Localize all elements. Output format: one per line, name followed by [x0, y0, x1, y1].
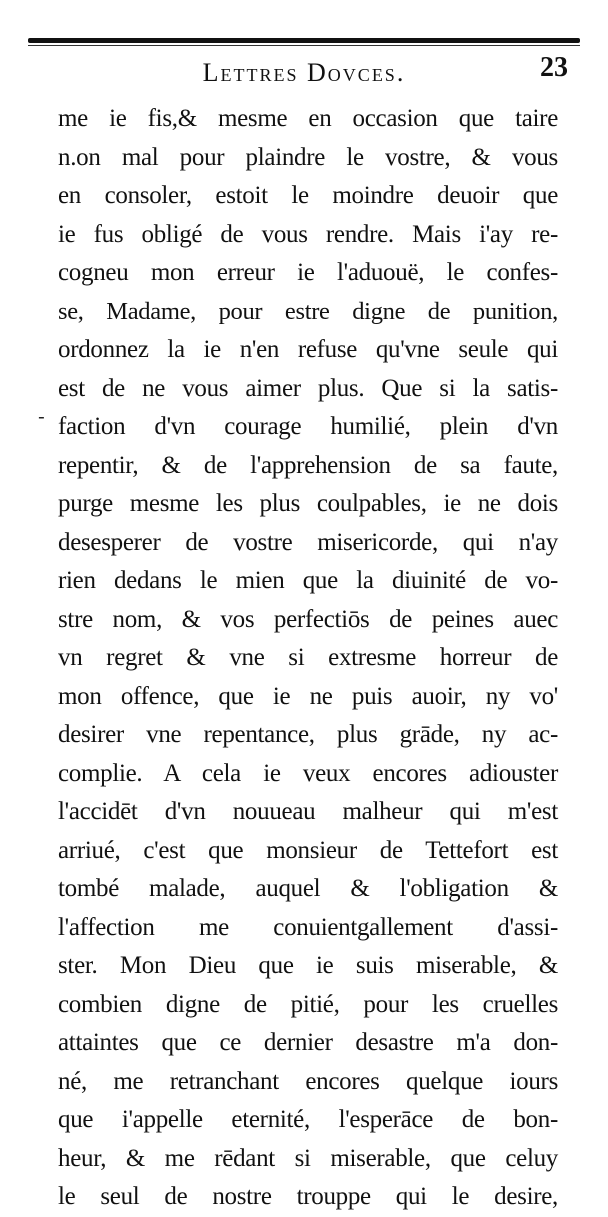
page-number: 23 — [540, 52, 568, 83]
text-line: arriué, c'est que monsieur de Tettefort est — [58, 836, 558, 864]
text-line: en consoler, estoit le moindre deuoir que — [58, 182, 558, 209]
text-line: l'affection me conuientgallement d'assi- — [58, 913, 558, 941]
text-line: heur, & me rēdant si miserable, que celuy — [58, 1144, 558, 1172]
text-line: le seul de nostre trouppe qui le desire, — [58, 1183, 558, 1210]
text-line: mon offence, que ie ne puis auoir, ny vo' — [58, 682, 558, 710]
text-line: combien digne de pitié, pour les cruelles — [58, 990, 558, 1018]
text-line: se, Madame, pour estre digne de punition, — [58, 297, 558, 325]
text-line: me ie fis,& mesme en occasion que taire — [58, 105, 558, 132]
text-line: complie. A cela ie veux encores adiouster — [58, 759, 558, 787]
text-line: ordonnez la ie n'en refuse qu'vne seule qui — [58, 336, 558, 363]
text-line: né, me retranchant encores quelque iours — [58, 1067, 558, 1095]
text-line: desesperer de vostre misericorde, qui n'ay — [58, 528, 558, 556]
text-line: n.on mal pour plaindre le vostre, & vous — [58, 143, 558, 171]
text-line: faction d'vn courage humilié, plein d'vn — [58, 413, 558, 440]
running-head: Lettres Dovces. — [202, 58, 406, 87]
margin-mark: - — [38, 404, 45, 428]
text-line: ster. Mon Dieu que ie suis miserable, & — [58, 952, 558, 979]
text-line: desirer vne repentance, plus grāde, ny ac- — [58, 721, 558, 748]
text-line: tombé malade, auquel & l'obligation & — [58, 875, 558, 902]
text-line: rien dedans le mien que la diuinité de vo- — [58, 567, 558, 594]
text-line: vn regret & vne si extresme horreur de — [58, 644, 558, 671]
text-line: cogneu mon erreur ie l'aduouë, le confes- — [58, 259, 558, 286]
text-line: l'accidēt d'vn nouueau malheur qui m'est — [58, 798, 558, 825]
text-line: stre nom, & vos perfectiōs de peines auec — [58, 605, 558, 633]
text-line: attaintes que ce dernier desastre m'a don- — [58, 1029, 558, 1056]
text-line: purge mesme les plus coulpables, ie ne dois — [58, 490, 558, 517]
text-line: que i'appelle eternité, l'esperāce de bon- — [58, 1106, 558, 1133]
body-text — [58, 100, 558, 1217]
text-line: est de ne vous aimer plus. Que si la satis- — [58, 374, 558, 402]
text-line: ie fus obligé de vous rendre. Mais i'ay re- — [58, 220, 558, 248]
header-rule — [28, 38, 580, 43]
text-line: repentir, & de l'apprehension de sa faute, — [58, 451, 558, 479]
